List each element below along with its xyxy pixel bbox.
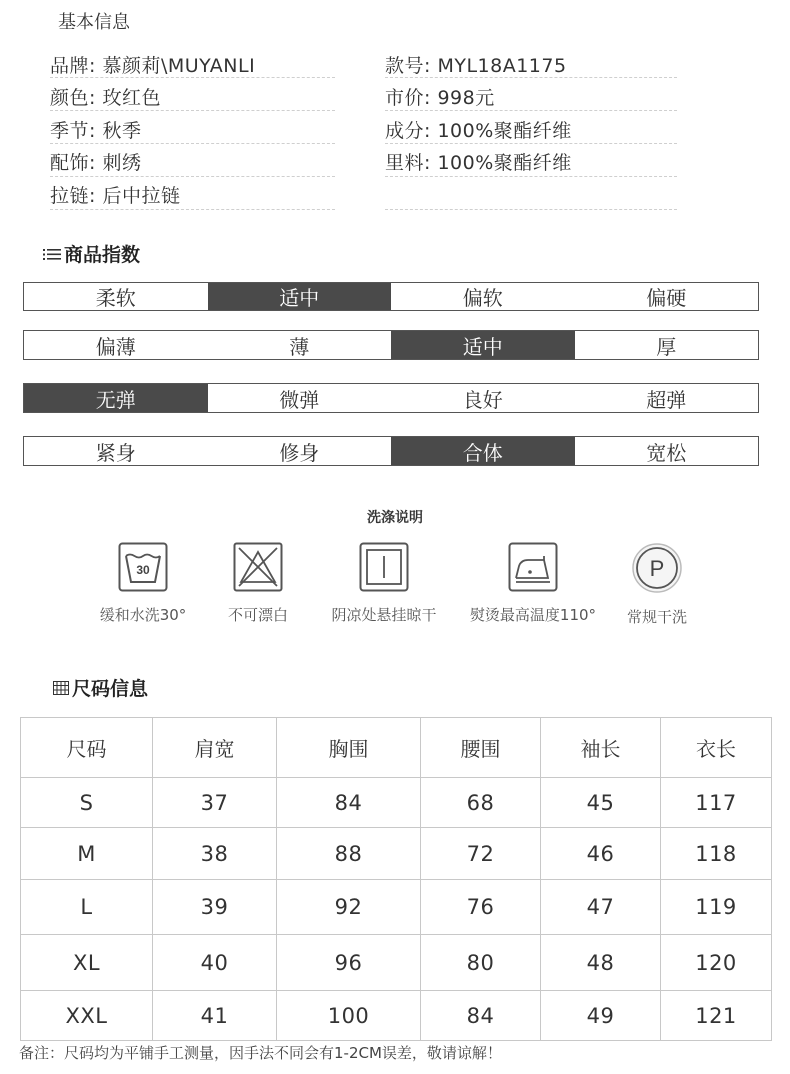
info-price: 市价: 998元 <box>385 87 495 109</box>
wash-item <box>582 542 732 627</box>
table-cell: 68 <box>421 778 541 828</box>
svg-text:P: P <box>649 556 665 581</box>
table-row <box>21 828 772 880</box>
divider <box>50 176 335 177</box>
table-cell: 119 <box>661 880 772 935</box>
table-row <box>21 991 772 1041</box>
index-option: 薄 <box>289 334 310 359</box>
header-chest: 胸围 <box>277 718 421 778</box>
basic-info-title: 基本信息 <box>58 12 130 33</box>
index-option: 宽松 <box>646 440 687 465</box>
table-cell: 46 <box>541 828 661 880</box>
dry-clean-p-icon <box>631 542 683 594</box>
no-bleach-icon <box>233 542 283 592</box>
header-size: 尺码 <box>21 718 153 778</box>
wash-label: 常规干洗 <box>626 608 687 626</box>
table-cell: 45 <box>541 778 661 828</box>
index-bar-fit <box>23 436 759 466</box>
info-brand: 品牌: 慕颜莉\MUYANLI <box>50 55 256 77</box>
wash-item <box>309 542 459 625</box>
index-option: 微弹 <box>279 387 320 412</box>
index-option: 适中 <box>391 331 575 359</box>
table-cell: 72 <box>421 828 541 880</box>
header-sleeve: 袖长 <box>541 718 661 778</box>
divider <box>385 110 677 111</box>
index-bar-elasticity <box>23 383 759 413</box>
divider <box>50 77 335 78</box>
index-bar-thickness <box>23 330 759 360</box>
svg-text:30: 30 <box>136 563 150 577</box>
table-cell: 40 <box>153 935 277 991</box>
size-info-title: 尺码信息 <box>72 678 149 700</box>
info-material: 成分: 100%聚酯纤维 <box>385 120 572 142</box>
info-color: 颜色: 玫红色 <box>50 87 161 109</box>
header-shoulder: 肩宽 <box>153 718 277 778</box>
header-waist: 腰围 <box>421 718 541 778</box>
table-cell: M <box>21 828 153 880</box>
wash-label: 熨烫最高温度110° <box>469 606 597 624</box>
info-style-no: 款号: MYL18A1175 <box>385 55 567 77</box>
index-option: 无弹 <box>24 384 208 412</box>
table-cell: 120 <box>661 935 772 991</box>
footnote: 备注：尺码均为平铺手工测量，因手法不同会有1-2CM误差，敬请谅解！ <box>19 1044 502 1062</box>
index-option: 偏硬 <box>646 286 687 310</box>
size-info-heading <box>53 674 148 701</box>
info-season: 季节: 秋季 <box>50 120 142 142</box>
table-cell: 38 <box>153 828 277 880</box>
table-header-row <box>21 718 772 778</box>
info-zipper: 拉链: 后中拉链 <box>50 185 181 207</box>
divider <box>385 209 677 210</box>
wash-label: 不可漂白 <box>227 606 288 624</box>
line-dry-shade-icon <box>359 542 409 592</box>
product-index-heading <box>43 240 140 267</box>
table-cell: 76 <box>421 880 541 935</box>
table-cell: XL <box>21 935 153 991</box>
index-option: 偏薄 <box>95 334 136 359</box>
table-cell: L <box>21 880 153 935</box>
info-accessory: 配饰: 刺绣 <box>50 152 142 174</box>
index-option: 紧身 <box>95 440 136 465</box>
iron-110-icon <box>508 542 558 592</box>
table-cell: 41 <box>153 991 277 1041</box>
table-cell: 80 <box>421 935 541 991</box>
divider <box>50 209 335 210</box>
table-cell: 39 <box>153 880 277 935</box>
wash-title: 洗涤说明 <box>367 510 423 526</box>
header-length: 衣长 <box>661 718 772 778</box>
table-cell: 92 <box>277 880 421 935</box>
index-option: 适中 <box>208 283 392 310</box>
table-cell: 48 <box>541 935 661 991</box>
grid-icon <box>53 681 69 695</box>
list-icon <box>43 247 61 261</box>
table-cell: XXL <box>21 991 153 1041</box>
table-cell: 49 <box>541 991 661 1041</box>
table-cell: S <box>21 778 153 828</box>
table-row <box>21 880 772 935</box>
table-cell: 117 <box>661 778 772 828</box>
table-row <box>21 778 772 828</box>
table-cell: 88 <box>277 828 421 880</box>
divider <box>385 77 677 78</box>
table-cell: 47 <box>541 880 661 935</box>
table-cell: 100 <box>277 991 421 1041</box>
wash-30-icon <box>118 542 168 592</box>
index-option: 超弹 <box>646 387 687 412</box>
table-cell: 121 <box>661 991 772 1041</box>
wash-label: 阴凉处悬挂晾干 <box>331 606 437 624</box>
table-cell: 84 <box>421 991 541 1041</box>
divider <box>50 143 335 144</box>
divider <box>50 110 335 111</box>
index-option: 合体 <box>391 437 575 465</box>
table-cell: 84 <box>277 778 421 828</box>
index-option: 修身 <box>279 440 320 465</box>
table-cell: 96 <box>277 935 421 991</box>
size-table <box>20 717 772 1041</box>
divider <box>385 143 677 144</box>
info-lining: 里料: 100%聚酯纤维 <box>385 152 572 174</box>
table-cell: 118 <box>661 828 772 880</box>
index-option: 厚 <box>656 334 677 359</box>
index-option: 偏软 <box>462 286 503 310</box>
index-option: 柔软 <box>95 286 136 310</box>
table-cell: 37 <box>153 778 277 828</box>
product-index-title: 商品指数 <box>64 244 141 266</box>
table-row <box>21 935 772 991</box>
divider <box>385 176 677 177</box>
wash-label: 缓和水洗30° <box>99 606 187 624</box>
index-option: 良好 <box>462 387 503 412</box>
index-bar-softness <box>23 282 759 311</box>
